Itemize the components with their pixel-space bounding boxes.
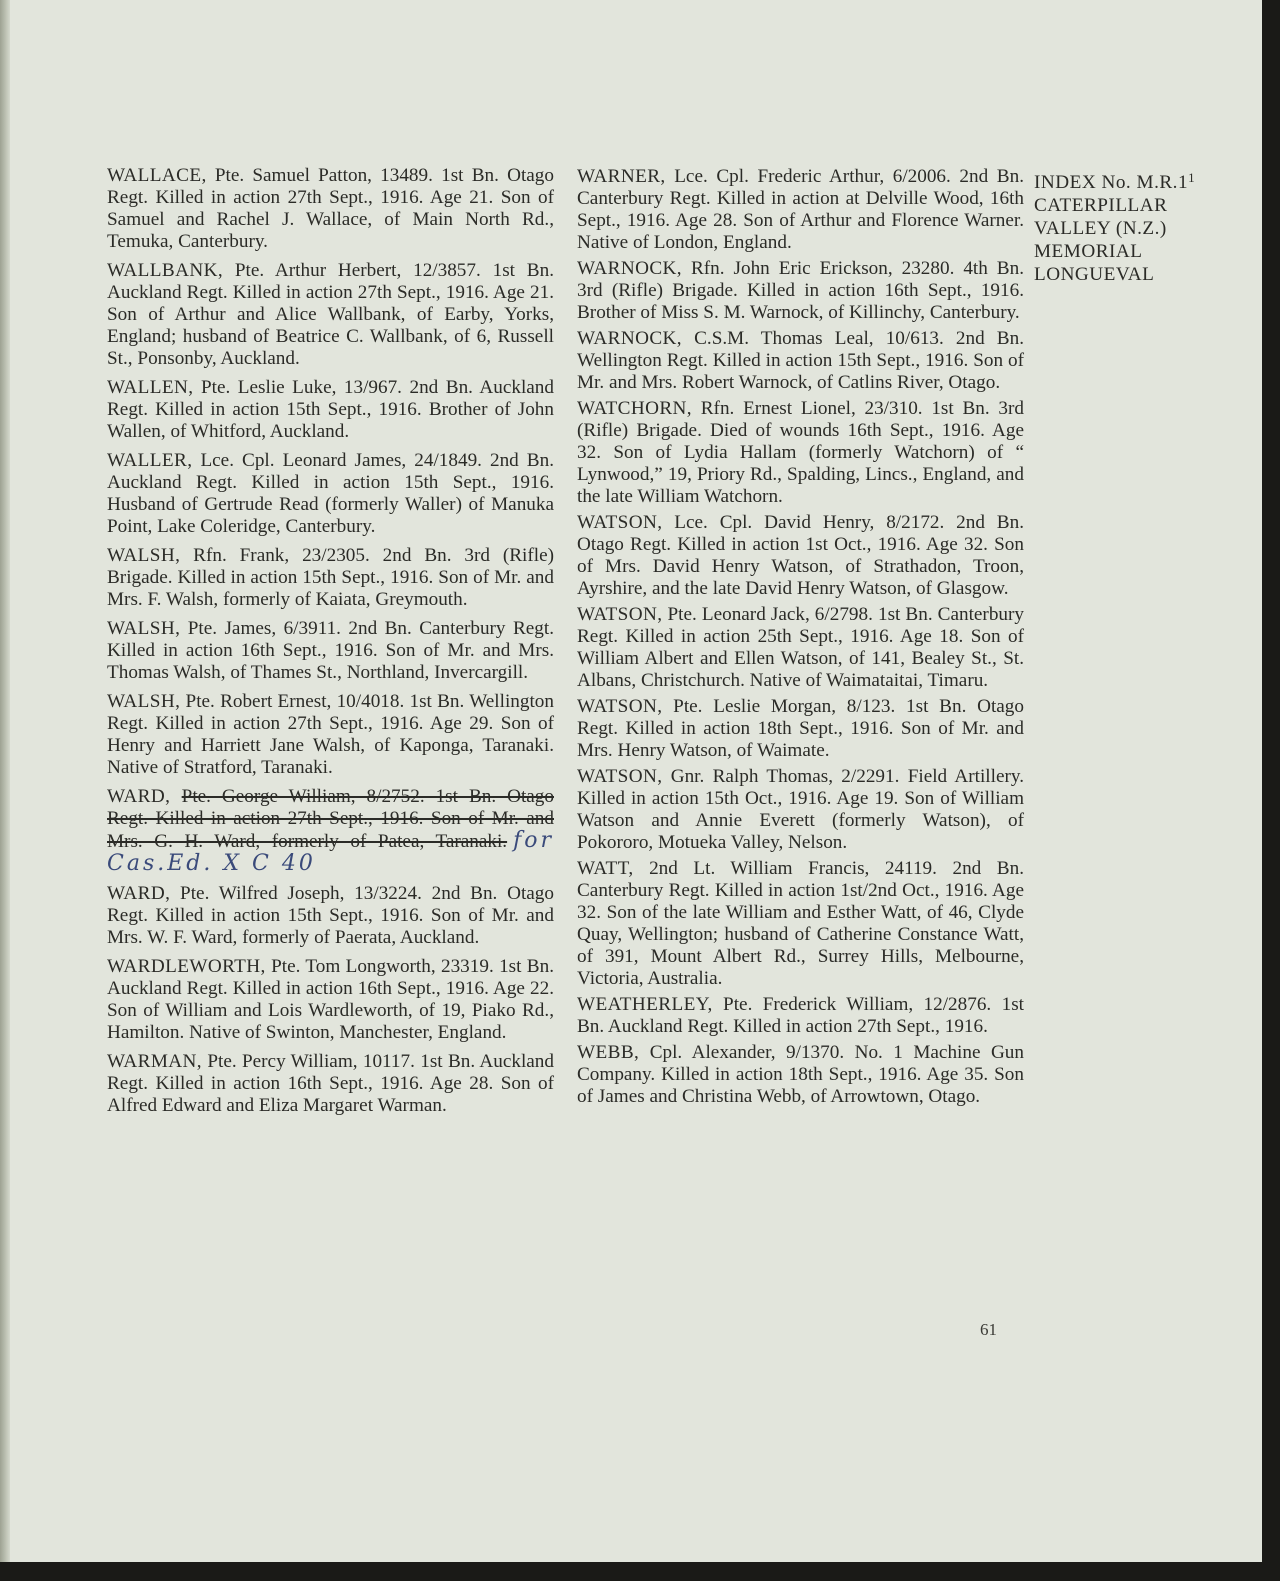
entry-warner: WARNER, Lce. Cpl. Frederic Arthur, 6/2006. 2nd Bn. Canterbury Regt. Killed in action at Delville Wood, 16th Sept., 1916. Age 28. Son of Arthur and Florence Warner. Native of London, England.	[577, 166, 1024, 253]
entry-wallen: WALLEN, Pte. Leslie Luke, 13/967. 2nd Bn. Auckland Regt. Killed in action 15th Sept., 1916. Brother of John Wallen, of Whitford, Auckland.	[107, 377, 554, 442]
page-number: 61	[980, 1320, 997, 1339]
entry-watson-leslie: WATSON, Pte. Leslie Morgan, 8/123. 1st Bn. Otago Regt. Killed in action 18th Sept., 1916. Son of Mr. and Mrs. Henry Watson, of Waimate.	[577, 696, 1024, 761]
left-column	[107, 165, 554, 1124]
entry-watson-leonard: WATSON, Pte. Leonard Jack, 6/2798. 1st Bn. Canterbury Regt. Killed in action 25th Sept., 1916. Age 18. Son of William Albert and Ellen Watson, of 141, Bealey St., St. Albans, Christchurch. Native of Waimataitai, Timaru.	[577, 604, 1024, 691]
index-location-3: MEMORIAL	[1034, 241, 1143, 262]
entry-warman: WARMAN, Pte. Percy William, 10117. 1st Bn. Auckland Regt. Killed in action 16th Sept., 1916. Age 28. Son of Alfred Edward and Eliza Margaret Warman.	[107, 1051, 554, 1116]
index-location-4: LONGUEVAL	[1034, 264, 1155, 285]
index-header	[1034, 166, 1249, 286]
entry-waller: WALLER, Lce. Cpl. Leonard James, 24/1849. 2nd Bn. Auckland Regt. Killed in action 15th Sept., 1916. Husband of Gertrude Read (formerly Waller) of Manuka Point, Lake Coleridge, Canterbury.	[107, 450, 554, 537]
entry-walsh-james: WALSH, Pte. James, 6/3911. 2nd Bn. Canterbury Regt. Killed in action 16th Sept., 1916. Son of Mr. and Mrs. Thomas Walsh, of Thames St., Northland, Invercargill.	[107, 618, 554, 683]
entry-webb: WEBB, Cpl. Alexander, 9/1370. No. 1 Machine Gun Company. Killed in action 18th Sept., 1916. Age 35. Son of James and Christina Webb, of Arrowtown, Otago.	[577, 1042, 1024, 1107]
struck-through-text: Pte. George William, 8/2752. 1st Bn. Otago Regt. Killed in action 27th Sept., 1916. Son of Mr. and Mrs. G. H. Ward, formerly of Patea, Taranaki.	[107, 786, 554, 852]
entry-wallace: WALLACE, Pte. Samuel Patton, 13489. 1st Bn. Otago Regt. Killed in action 27th Sept., 1916. Age 21. Son of Samuel and Rachel J. Wallace, of Main North Rd., Temuka, Canterbury.	[107, 165, 554, 252]
entry-walsh-robert: WALSH, Pte. Robert Ernest, 10/4018. 1st Bn. Wellington Regt. Killed in action 27th Sept., 1916. Age 29. Son of Henry and Harriett Jane Walsh, of Kaponga, Taranaki. Native of Stratford, Taranaki.	[107, 691, 554, 778]
entry-wallbank: WALLBANK, Pte. Arthur Herbert, 12/3857. 1st Bn. Auckland Regt. Killed in action 27th Sept., 1916. Age 21. Son of Arthur and Alice Wallbank, of Earby, Yorks, England; husband of Beatrice C. Wallbank, of 6, Russell St., Ponsonby, Auckland.	[107, 260, 554, 369]
entry-walsh-frank: WALSH, Rfn. Frank, 23/2305. 2nd Bn. 3rd (Rifle) Brigade. Killed in action 15th Sept., 1916. Son of Mr. and Mrs. F. Walsh, formerly of Kaiata, Greymouth.	[107, 545, 554, 610]
page-spine-edge	[0, 0, 10, 1562]
entry-wardleworth: WARDLEWORTH, Pte. Tom Longworth, 23319. 1st Bn. Auckland Regt. Killed in action 16th Sept., 1916. Age 22. Son of William and Lois Wardleworth, of 19, Piako Rd., Hamilton. Native of Swinton, Manchester, England.	[107, 956, 554, 1043]
right-column	[577, 166, 1024, 1112]
index-number: INDEX No. $M.R.1^1$	[1034, 170, 1196, 193]
index-location-2: VALLEY (N.Z.)	[1034, 218, 1167, 239]
entry-watson-ralph: WATSON, Gnr. Ralph Thomas, 2/2291. Field Artillery. Killed in action 15th Oct., 1916. Age 19. Son of William Watson and Annie Everett (formerly Watson), of Pokororo, Motueka Valley, Nelson.	[577, 766, 1024, 853]
handwritten-annotation: for Cas.Ed. X C 40	[107, 828, 554, 876]
entry-ward-wilfred: WARD, Pte. Wilfred Joseph, 13/3224. 2nd Bn. Otago Regt. Killed in action 15th Sept., 1916. Son of Mr. and Mrs. W. F. Ward, formerly of Paerata, Auckland.	[107, 883, 554, 948]
entry-warnock-thomas: WARNOCK, C.S.M. Thomas Leal, 10/613. 2nd Bn. Wellington Regt. Killed in action 15th Sept., 1916. Son of Mr. and Mrs. Robert Warnock, of Catlins River, Otago.	[577, 328, 1024, 393]
entry-warnock-john: WARNOCK, Rfn. John Eric Erickson, 23280. 4th Bn. 3rd (Rifle) Brigade. Killed in action 16th Sept., 1916. Brother of Miss S. M. Warnock, of Killinchy, Canterbury.	[577, 258, 1024, 323]
entry-watchorn: WATCHORN, Rfn. Ernest Lionel, 23/310. 1st Bn. 3rd (Rifle) Brigade. Died of wounds 16th Sept., 1916. Age 32. Son of Lydia Hallam (formerly Watchorn) of “ Lynwood,” 19, Priory Rd., Spalding, Lincs., England, and the late William Watchorn.	[577, 398, 1024, 507]
entry-weatherley: WEATHERLEY, Pte. Frederick William, 12/2876. 1st Bn. Auckland Regt. Killed in action 27th Sept., 1916.	[577, 994, 1024, 1037]
entry-ward-george-struck: WARD, Pte. George William, 8/2752. 1st Bn. Otago Regt. Killed in action 27th Sept., 1916. Son of Mr. and Mrs. G. H. Ward, formerly of Patea, Taranaki. for Cas.Ed. X C 40	[107, 786, 554, 876]
index-location-1: CATERPILLAR	[1034, 195, 1168, 216]
entry-watson-david: WATSON, Lce. Cpl. David Henry, 8/2172. 2nd Bn. Otago Regt. Killed in action 1st Oct., 1916. Age 32. Son of Mrs. David Henry Watson, of Strathadon, Troon, Ayrshire, and the late David Henry Watson, of Glasgow.	[577, 512, 1024, 599]
entry-watt: WATT, 2nd Lt. William Francis, 24119. 2nd Bn. Canterbury Regt. Killed in action 1st/2nd Oct., 1916. Age 32. Son of the late William and Esther Watt, of 46, Clyde Quay, Wellington; husband of Catherine Constance Watt, of 391, Mount Albert Rd., Surrey Hills, Melbourne, Victoria, Australia.	[577, 858, 1024, 989]
